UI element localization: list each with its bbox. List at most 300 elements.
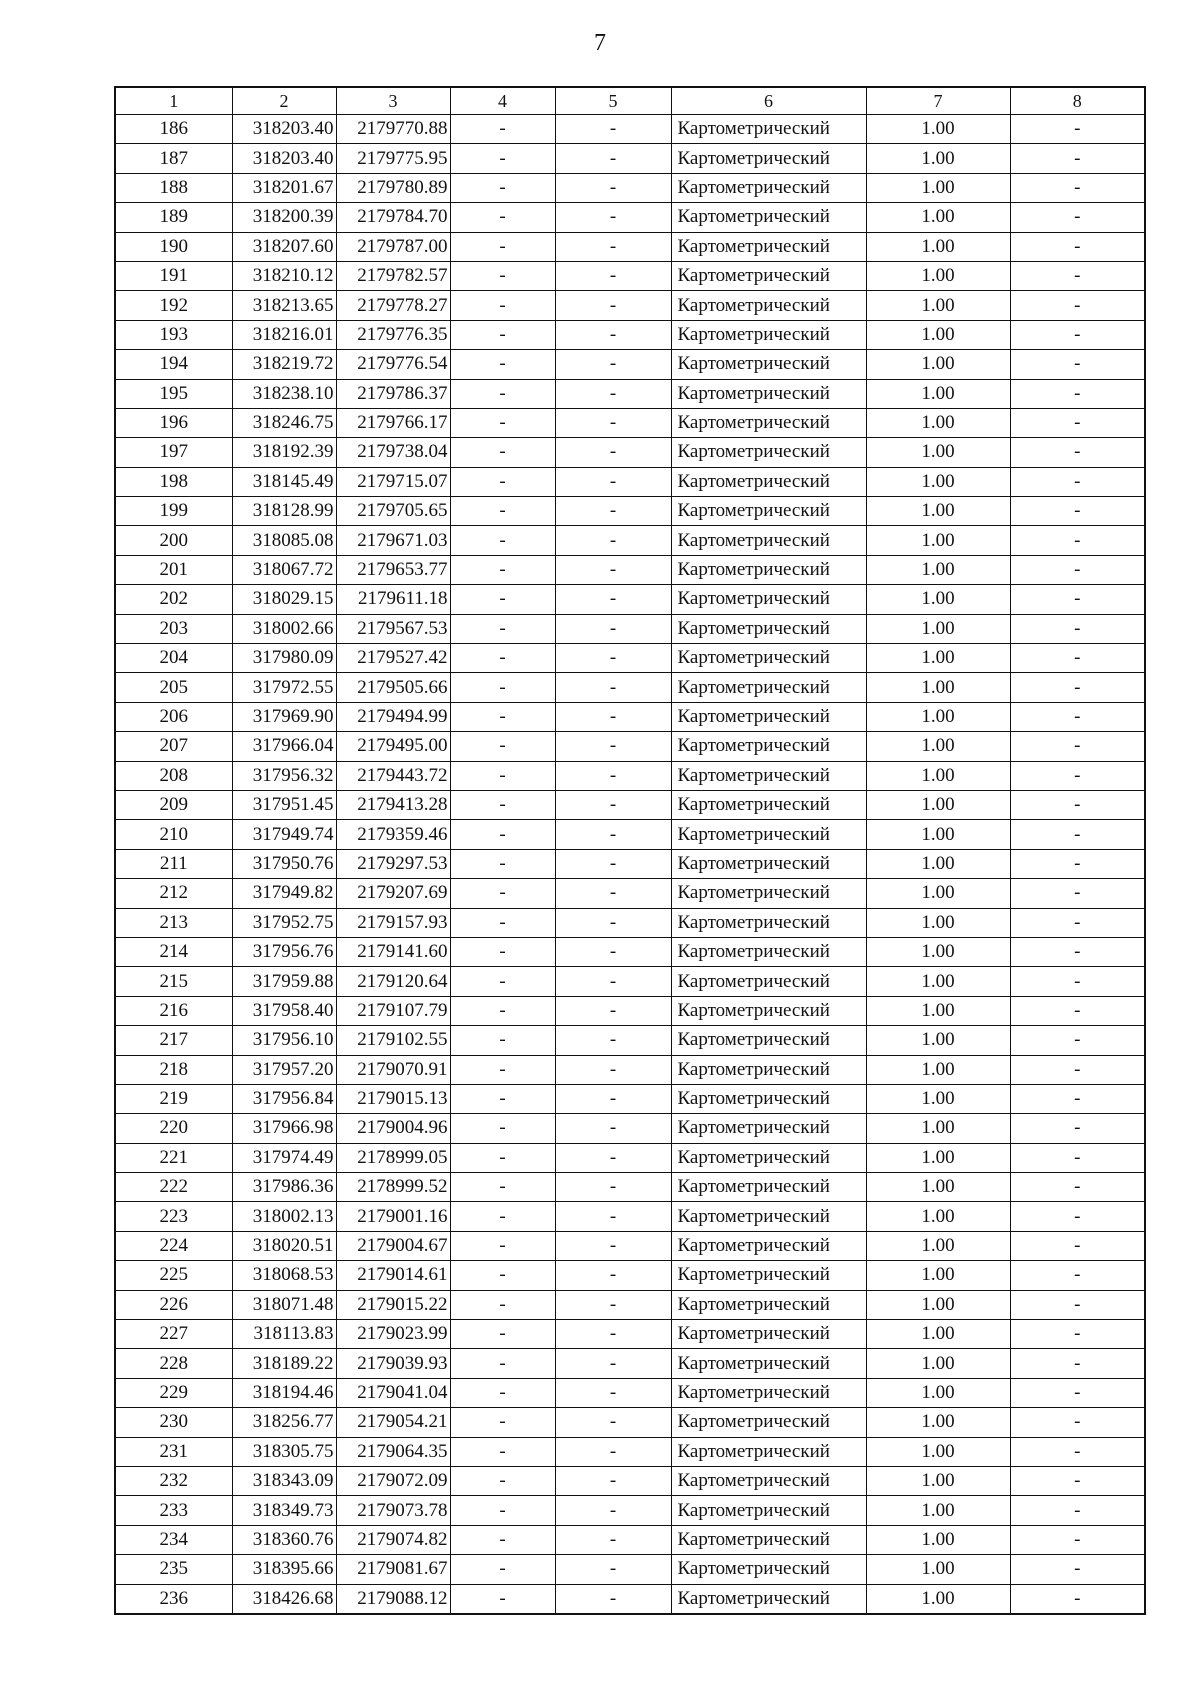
point-number-cell: 197 (115, 438, 232, 467)
y-coordinate-cell: 2179054.21 (336, 1408, 450, 1437)
point-number-cell: 205 (115, 673, 232, 702)
col8-cell: - (1010, 1496, 1145, 1525)
table-row (115, 497, 1145, 526)
y-coordinate-cell: 2179102.55 (336, 1026, 450, 1055)
accuracy-cell: 1.00 (866, 879, 1010, 908)
x-coordinate-cell: 317974.49 (232, 1143, 336, 1172)
point-number-cell: 216 (115, 996, 232, 1025)
table-row (115, 261, 1145, 290)
method-cell: Картометрический (671, 1026, 866, 1055)
col4-cell: - (450, 879, 555, 908)
table-row (115, 291, 1145, 320)
y-coordinate-cell: 2179611.18 (336, 585, 450, 614)
x-coordinate-cell: 317959.88 (232, 967, 336, 996)
y-coordinate-cell: 2179776.35 (336, 320, 450, 349)
method-cell: Картометрический (671, 1173, 866, 1202)
table-row (115, 673, 1145, 702)
coordinates-table (114, 86, 1146, 1615)
accuracy-cell: 1.00 (866, 1173, 1010, 1202)
point-number-cell: 233 (115, 1496, 232, 1525)
col8-cell: - (1010, 908, 1145, 937)
accuracy-cell: 1.00 (866, 173, 1010, 202)
col5-cell: - (555, 1408, 671, 1437)
x-coordinate-cell: 318020.51 (232, 1231, 336, 1260)
point-number-cell: 199 (115, 497, 232, 526)
accuracy-cell: 1.00 (866, 790, 1010, 819)
col8-cell: - (1010, 1320, 1145, 1349)
col5-cell: - (555, 173, 671, 202)
col5-cell: - (555, 1261, 671, 1290)
table-row (115, 614, 1145, 643)
accuracy-cell: 1.00 (866, 291, 1010, 320)
x-coordinate-cell: 318343.09 (232, 1466, 336, 1495)
col8-cell: - (1010, 232, 1145, 261)
accuracy-cell: 1.00 (866, 438, 1010, 467)
y-coordinate-cell: 2179023.99 (336, 1320, 450, 1349)
col4-cell: - (450, 320, 555, 349)
col8-cell: - (1010, 408, 1145, 437)
table-body (115, 115, 1145, 1614)
table-row (115, 555, 1145, 584)
col5-cell: - (555, 1290, 671, 1319)
point-number-cell: 213 (115, 908, 232, 937)
y-coordinate-cell: 2179494.99 (336, 702, 450, 731)
table-row (115, 1584, 1145, 1614)
y-coordinate-cell: 2179780.89 (336, 173, 450, 202)
col4-cell: - (450, 438, 555, 467)
x-coordinate-cell: 317950.76 (232, 849, 336, 878)
x-coordinate-cell: 317956.84 (232, 1084, 336, 1113)
col5-cell: - (555, 350, 671, 379)
y-coordinate-cell: 2179120.64 (336, 967, 450, 996)
col8-cell: - (1010, 996, 1145, 1025)
point-number-cell: 235 (115, 1555, 232, 1584)
table-row (115, 1173, 1145, 1202)
table-row (115, 996, 1145, 1025)
point-number-cell: 206 (115, 702, 232, 731)
accuracy-cell: 1.00 (866, 1084, 1010, 1113)
col8-cell: - (1010, 967, 1145, 996)
x-coordinate-cell: 318256.77 (232, 1408, 336, 1437)
x-coordinate-cell: 317986.36 (232, 1173, 336, 1202)
x-coordinate-cell: 317966.98 (232, 1114, 336, 1143)
col8-cell: - (1010, 1143, 1145, 1172)
accuracy-cell: 1.00 (866, 849, 1010, 878)
col8-cell: - (1010, 379, 1145, 408)
method-cell: Картометрический (671, 732, 866, 761)
method-cell: Картометрический (671, 291, 866, 320)
y-coordinate-cell: 2179786.37 (336, 379, 450, 408)
col4-cell: - (450, 585, 555, 614)
table-row (115, 879, 1145, 908)
table-row (115, 1202, 1145, 1231)
y-coordinate-cell: 2178999.52 (336, 1173, 450, 1202)
table-row (115, 1349, 1145, 1378)
point-number-cell: 214 (115, 937, 232, 966)
point-number-cell: 190 (115, 232, 232, 261)
x-coordinate-cell: 317972.55 (232, 673, 336, 702)
point-number-cell: 224 (115, 1231, 232, 1260)
method-cell: Картометрический (671, 1349, 866, 1378)
accuracy-cell: 1.00 (866, 1349, 1010, 1378)
method-cell: Картометрический (671, 820, 866, 849)
table-row (115, 1290, 1145, 1319)
method-cell: Картометрический (671, 115, 866, 144)
x-coordinate-cell: 318203.40 (232, 115, 336, 144)
col5-cell: - (555, 1496, 671, 1525)
point-number-cell: 196 (115, 408, 232, 437)
col5-cell: - (555, 1320, 671, 1349)
col8-cell: - (1010, 1202, 1145, 1231)
point-number-cell: 209 (115, 790, 232, 819)
x-coordinate-cell: 317949.74 (232, 820, 336, 849)
method-cell: Картометрический (671, 1320, 866, 1349)
y-coordinate-cell: 2179207.69 (336, 879, 450, 908)
x-coordinate-cell: 318085.08 (232, 526, 336, 555)
x-coordinate-cell: 318360.76 (232, 1525, 336, 1554)
point-number-cell: 201 (115, 555, 232, 584)
accuracy-cell: 1.00 (866, 1555, 1010, 1584)
point-number-cell: 219 (115, 1084, 232, 1113)
method-cell: Картометрический (671, 967, 866, 996)
col8-cell: - (1010, 820, 1145, 849)
accuracy-cell: 1.00 (866, 1202, 1010, 1231)
accuracy-cell: 1.00 (866, 350, 1010, 379)
point-number-cell: 204 (115, 644, 232, 673)
header-col-x-coordinate: 2 (232, 87, 336, 115)
table-row (115, 937, 1145, 966)
col5-cell: - (555, 320, 671, 349)
col5-cell: - (555, 232, 671, 261)
col5-cell: - (555, 1525, 671, 1554)
header-col-method: 6 (671, 87, 866, 115)
col5-cell: - (555, 1584, 671, 1614)
point-number-cell: 221 (115, 1143, 232, 1172)
col5-cell: - (555, 761, 671, 790)
method-cell: Картометрический (671, 937, 866, 966)
method-cell: Картометрический (671, 673, 866, 702)
col4-cell: - (450, 1378, 555, 1407)
col8-cell: - (1010, 1349, 1145, 1378)
accuracy-cell: 1.00 (866, 1261, 1010, 1290)
x-coordinate-cell: 318210.12 (232, 261, 336, 290)
method-cell: Картометрический (671, 408, 866, 437)
accuracy-cell: 1.00 (866, 644, 1010, 673)
method-cell: Картометрический (671, 497, 866, 526)
col8-cell: - (1010, 438, 1145, 467)
col8-cell: - (1010, 173, 1145, 202)
col5-cell: - (555, 820, 671, 849)
col4-cell: - (450, 232, 555, 261)
method-cell: Картометрический (671, 438, 866, 467)
col8-cell: - (1010, 614, 1145, 643)
y-coordinate-cell: 2179004.96 (336, 1114, 450, 1143)
table-row (115, 1378, 1145, 1407)
x-coordinate-cell: 317956.76 (232, 937, 336, 966)
y-coordinate-cell: 2179359.46 (336, 820, 450, 849)
point-number-cell: 218 (115, 1055, 232, 1084)
table-row (115, 1261, 1145, 1290)
x-coordinate-cell: 318216.01 (232, 320, 336, 349)
y-coordinate-cell: 2179088.12 (336, 1584, 450, 1614)
col4-cell: - (450, 1026, 555, 1055)
accuracy-cell: 1.00 (866, 1143, 1010, 1172)
y-coordinate-cell: 2179567.53 (336, 614, 450, 643)
x-coordinate-cell: 318071.48 (232, 1290, 336, 1319)
col5-cell: - (555, 438, 671, 467)
method-cell: Картометрический (671, 644, 866, 673)
col4-cell: - (450, 1349, 555, 1378)
table-row (115, 144, 1145, 173)
accuracy-cell: 1.00 (866, 996, 1010, 1025)
y-coordinate-cell: 2179074.82 (336, 1525, 450, 1554)
x-coordinate-cell: 317969.90 (232, 702, 336, 731)
x-coordinate-cell: 318238.10 (232, 379, 336, 408)
y-coordinate-cell: 2179766.17 (336, 408, 450, 437)
col5-cell: - (555, 644, 671, 673)
accuracy-cell: 1.00 (866, 1231, 1010, 1260)
x-coordinate-cell: 317956.10 (232, 1026, 336, 1055)
col5-cell: - (555, 790, 671, 819)
col8-cell: - (1010, 1261, 1145, 1290)
col4-cell: - (450, 1290, 555, 1319)
table-row (115, 526, 1145, 555)
col8-cell: - (1010, 1231, 1145, 1260)
accuracy-cell: 1.00 (866, 379, 1010, 408)
x-coordinate-cell: 318113.83 (232, 1320, 336, 1349)
x-coordinate-cell: 318219.72 (232, 350, 336, 379)
point-number-cell: 210 (115, 820, 232, 849)
accuracy-cell: 1.00 (866, 585, 1010, 614)
x-coordinate-cell: 318395.66 (232, 1555, 336, 1584)
y-coordinate-cell: 2179776.54 (336, 350, 450, 379)
accuracy-cell: 1.00 (866, 115, 1010, 144)
accuracy-cell: 1.00 (866, 761, 1010, 790)
table-row (115, 173, 1145, 202)
accuracy-cell: 1.00 (866, 1290, 1010, 1319)
col4-cell: - (450, 115, 555, 144)
accuracy-cell: 1.00 (866, 1584, 1010, 1614)
col5-cell: - (555, 526, 671, 555)
col4-cell: - (450, 1584, 555, 1614)
col4-cell: - (450, 644, 555, 673)
table-row (115, 585, 1145, 614)
col4-cell: - (450, 144, 555, 173)
col4-cell: - (450, 1055, 555, 1084)
col4-cell: - (450, 379, 555, 408)
col8-cell: - (1010, 467, 1145, 496)
x-coordinate-cell: 318029.15 (232, 585, 336, 614)
method-cell: Картометрический (671, 1143, 866, 1172)
method-cell: Картометрический (671, 1437, 866, 1466)
y-coordinate-cell: 2179064.35 (336, 1437, 450, 1466)
col5-cell: - (555, 1202, 671, 1231)
y-coordinate-cell: 2179413.28 (336, 790, 450, 819)
col4-cell: - (450, 849, 555, 878)
accuracy-cell: 1.00 (866, 526, 1010, 555)
col4-cell: - (450, 408, 555, 437)
method-cell: Картометрический (671, 761, 866, 790)
accuracy-cell: 1.00 (866, 1496, 1010, 1525)
col5-cell: - (555, 115, 671, 144)
col5-cell: - (555, 996, 671, 1025)
method-cell: Картометрический (671, 144, 866, 173)
table-row (115, 644, 1145, 673)
table-row (115, 438, 1145, 467)
col5-cell: - (555, 1173, 671, 1202)
y-coordinate-cell: 2179297.53 (336, 849, 450, 878)
accuracy-cell: 1.00 (866, 1408, 1010, 1437)
x-coordinate-cell: 318349.73 (232, 1496, 336, 1525)
col4-cell: - (450, 203, 555, 232)
method-cell: Картометрический (671, 702, 866, 731)
point-number-cell: 232 (115, 1466, 232, 1495)
method-cell: Картометрический (671, 1466, 866, 1495)
method-cell: Картометрический (671, 1408, 866, 1437)
accuracy-cell: 1.00 (866, 203, 1010, 232)
col5-cell: - (555, 497, 671, 526)
point-number-cell: 234 (115, 1525, 232, 1554)
accuracy-cell: 1.00 (866, 908, 1010, 937)
y-coordinate-cell: 2179715.07 (336, 467, 450, 496)
x-coordinate-cell: 318002.13 (232, 1202, 336, 1231)
col5-cell: - (555, 408, 671, 437)
x-coordinate-cell: 318213.65 (232, 291, 336, 320)
y-coordinate-cell: 2179770.88 (336, 115, 450, 144)
table-row (115, 467, 1145, 496)
method-cell: Картометрический (671, 1261, 866, 1290)
y-coordinate-cell: 2179039.93 (336, 1349, 450, 1378)
y-coordinate-cell: 2179015.13 (336, 1084, 450, 1113)
y-coordinate-cell: 2179073.78 (336, 1496, 450, 1525)
col5-cell: - (555, 467, 671, 496)
method-cell: Картометрический (671, 232, 866, 261)
col8-cell: - (1010, 1555, 1145, 1584)
col4-cell: - (450, 1525, 555, 1554)
x-coordinate-cell: 318200.39 (232, 203, 336, 232)
col8-cell: - (1010, 937, 1145, 966)
col5-cell: - (555, 291, 671, 320)
table-row (115, 849, 1145, 878)
col5-cell: - (555, 1026, 671, 1055)
col8-cell: - (1010, 1437, 1145, 1466)
col4-cell: - (450, 937, 555, 966)
table-row (115, 1320, 1145, 1349)
col8-cell: - (1010, 585, 1145, 614)
x-coordinate-cell: 318068.53 (232, 1261, 336, 1290)
method-cell: Картометрический (671, 1202, 866, 1231)
col4-cell: - (450, 555, 555, 584)
col8-cell: - (1010, 1114, 1145, 1143)
y-coordinate-cell: 2179004.67 (336, 1231, 450, 1260)
method-cell: Картометрический (671, 1231, 866, 1260)
method-cell: Картометрический (671, 996, 866, 1025)
point-number-cell: 226 (115, 1290, 232, 1319)
col4-cell: - (450, 732, 555, 761)
method-cell: Картометрический (671, 467, 866, 496)
point-number-cell: 192 (115, 291, 232, 320)
col5-cell: - (555, 1114, 671, 1143)
header-col-point-number: 1 (115, 87, 232, 115)
point-number-cell: 202 (115, 585, 232, 614)
y-coordinate-cell: 2179782.57 (336, 261, 450, 290)
col4-cell: - (450, 497, 555, 526)
col4-cell: - (450, 173, 555, 202)
x-coordinate-cell: 317957.20 (232, 1055, 336, 1084)
x-coordinate-cell: 317956.32 (232, 761, 336, 790)
header-col-4: 4 (450, 87, 555, 115)
col5-cell: - (555, 732, 671, 761)
method-cell: Картометрический (671, 379, 866, 408)
y-coordinate-cell: 2179001.16 (336, 1202, 450, 1231)
accuracy-cell: 1.00 (866, 967, 1010, 996)
col5-cell: - (555, 1466, 671, 1495)
col8-cell: - (1010, 115, 1145, 144)
point-number-cell: 231 (115, 1437, 232, 1466)
point-number-cell: 227 (115, 1320, 232, 1349)
accuracy-cell: 1.00 (866, 408, 1010, 437)
point-number-cell: 186 (115, 115, 232, 144)
col8-cell: - (1010, 732, 1145, 761)
accuracy-cell: 1.00 (866, 467, 1010, 496)
accuracy-cell: 1.00 (866, 144, 1010, 173)
x-coordinate-cell: 318207.60 (232, 232, 336, 261)
accuracy-cell: 1.00 (866, 1525, 1010, 1554)
accuracy-cell: 1.00 (866, 820, 1010, 849)
table-row (115, 702, 1145, 731)
method-cell: Картометрический (671, 1378, 866, 1407)
header-col-5: 5 (555, 87, 671, 115)
col4-cell: - (450, 1261, 555, 1290)
accuracy-cell: 1.00 (866, 614, 1010, 643)
col5-cell: - (555, 379, 671, 408)
col4-cell: - (450, 761, 555, 790)
col8-cell: - (1010, 1290, 1145, 1319)
accuracy-cell: 1.00 (866, 1055, 1010, 1084)
y-coordinate-cell: 2179041.04 (336, 1378, 450, 1407)
y-coordinate-cell: 2179443.72 (336, 761, 450, 790)
y-coordinate-cell: 2179778.27 (336, 291, 450, 320)
col5-cell: - (555, 1231, 671, 1260)
y-coordinate-cell: 2178999.05 (336, 1143, 450, 1172)
col8-cell: - (1010, 261, 1145, 290)
col4-cell: - (450, 526, 555, 555)
method-cell: Картометрический (671, 1084, 866, 1113)
col4-cell: - (450, 1555, 555, 1584)
col4-cell: - (450, 261, 555, 290)
point-number-cell: 193 (115, 320, 232, 349)
point-number-cell: 189 (115, 203, 232, 232)
table-row (115, 1143, 1145, 1172)
col8-cell: - (1010, 144, 1145, 173)
col8-cell: - (1010, 1055, 1145, 1084)
col8-cell: - (1010, 203, 1145, 232)
table-row (115, 1525, 1145, 1554)
col4-cell: - (450, 1466, 555, 1495)
col8-cell: - (1010, 790, 1145, 819)
col8-cell: - (1010, 702, 1145, 731)
col4-cell: - (450, 1173, 555, 1202)
table-row (115, 1437, 1145, 1466)
col5-cell: - (555, 144, 671, 173)
point-number-cell: 194 (115, 350, 232, 379)
method-cell: Картометрический (671, 585, 866, 614)
accuracy-cell: 1.00 (866, 673, 1010, 702)
col4-cell: - (450, 908, 555, 937)
col5-cell: - (555, 1349, 671, 1378)
point-number-cell: 203 (115, 614, 232, 643)
method-cell: Картометрический (671, 261, 866, 290)
